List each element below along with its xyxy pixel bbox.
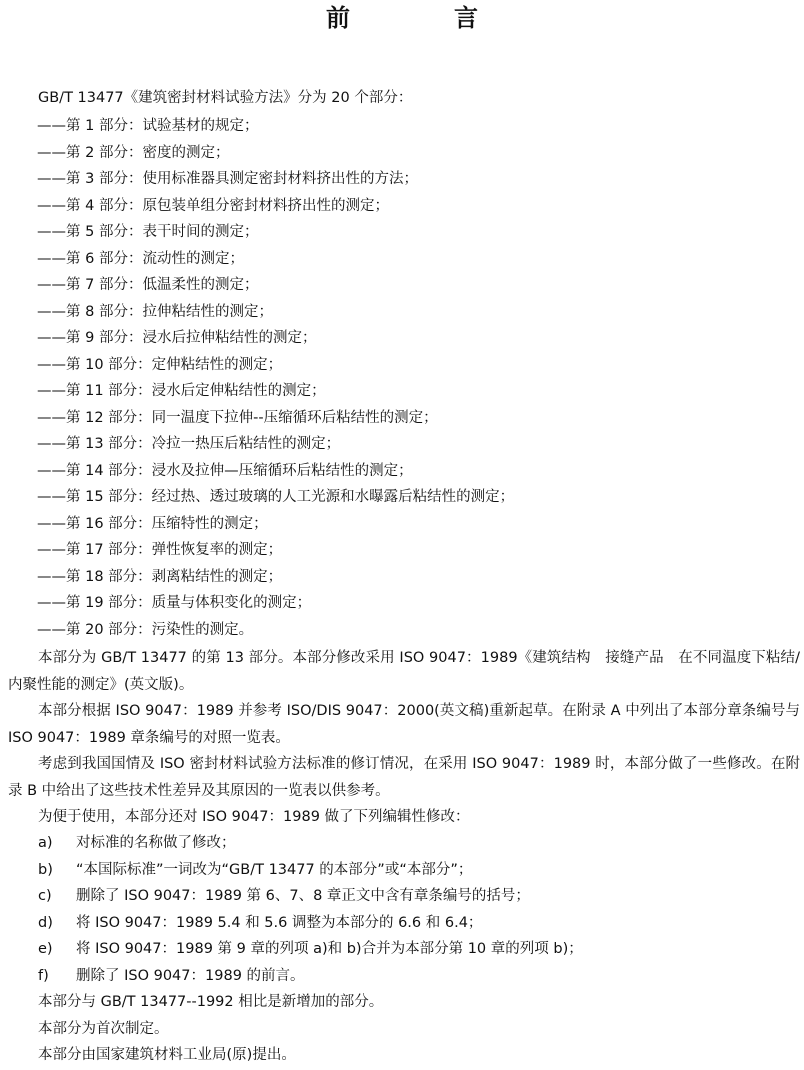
amendment-text: 删除了 ISO 9047：1989 第 6、7、8 章正文中含有章条编号的括号； (76, 888, 530, 904)
amendment-item (38, 857, 583, 884)
part-item: ——第 19 部分：质量与体积变化的测定； (37, 595, 312, 611)
part-item: ——第 9 部分：浸水后拉伸粘结性的测定； (37, 330, 317, 346)
amendment-marker: c) (38, 888, 52, 904)
amendment-item (38, 936, 583, 963)
intro-line: GB/T 13477《建筑密封材料试验方法》分为 20 个部分： (38, 90, 413, 106)
amendment-marker: e) (38, 941, 53, 957)
amendment-text: 对标准的名称做了修改； (76, 835, 236, 851)
modification-paragraph: 考虑到我国国情及 ISO 密封材料试验方法标准的修订情况，在采用 ISO 9047：1989 时，本部分做了一些修改。在附录 B 中给出了这些技术性差异及其原因的一览表以供参考。 (8, 756, 800, 799)
part-item: ——第 2 部分：密度的测定； (37, 144, 230, 161)
amendment-text: 删除了 ISO 9047：1989 的前言。 (76, 967, 305, 984)
editorial-intro-paragraph: 为便于使用，本部分还对 ISO 9047：1989 做了下列编辑性修改： (38, 809, 470, 825)
amendment-item (38, 883, 583, 910)
adoption-paragraph: 本部分为 GB/T 13477 的第 13 部分。本部分修改采用 ISO 9047：1989《建筑结构 接缝产品 在不同温度下粘结/内聚性能的测定》(英文版)。 (8, 650, 800, 693)
amendment-item (38, 830, 583, 857)
page-title: 前 言 (326, 4, 518, 32)
amendment-marker: d) (38, 914, 53, 931)
part-item: ——第 12 部分：同一温度下拉伸--压缩循环后粘结性的测定； (37, 409, 438, 426)
part-item: ——第 15 部分：经过热、透过玻璃的人工光源和水曝露后粘结性的测定； (37, 489, 515, 505)
part-item: ——第 18 部分：剥离粘结性的测定； (37, 568, 283, 585)
part-item: ——第 5 部分：表干时间的测定； (37, 224, 259, 240)
closing-line: 本部分与 GB/T 13477--1992 相比是新增加的部分。 (38, 994, 384, 1010)
part-item: ——第 4 部分：原包装单组分密封材料挤出性的测定； (37, 197, 389, 214)
part-item: ——第 7 部分：低温柔性的测定； (37, 277, 259, 293)
part-item: ——第 20 部分：污染性的测定。 (37, 621, 254, 638)
closing-line: 本部分由国家建筑材料工业局(原)提出。 (38, 1047, 296, 1063)
part-item: ——第 14 部分：浸水及拉伸—压缩循环后粘结性的测定； (37, 462, 413, 479)
part-item: ——第 10 部分：定伸粘结性的测定； (37, 356, 283, 373)
part-item: ——第 6 部分：流动性的测定； (37, 250, 244, 267)
amendment-text: 将 ISO 9047：1989 5.4 和 5.6 调整为本部分的 6.6 和 6.4； (76, 914, 483, 931)
part-item: ——第 1 部分：试验基材的规定； (37, 118, 259, 134)
part-item: ——第 16 部分：压缩特性的测定； (37, 515, 268, 532)
amendments-list (38, 830, 583, 989)
amendment-marker: f) (38, 967, 49, 984)
amendment-text: “本国际标准”一词改为“GB/T 13477 的本部分”或“本部分”； (76, 861, 473, 878)
parts-list (37, 117, 514, 647)
part-item: ——第 13 部分：冷拉一热压后粘结性的测定； (37, 436, 341, 452)
part-item: ——第 3 部分：使用标准器具测定密封材料挤出性的方法； (37, 171, 418, 187)
amendment-item (38, 963, 583, 990)
part-item: ——第 8 部分：拉伸粘结性的测定； (37, 303, 273, 320)
amendment-marker: a) (38, 835, 53, 851)
part-item: ——第 17 部分：弹性恢复率的测定； (37, 542, 283, 558)
closing-line: 本部分为首次制定。 (38, 1021, 169, 1037)
amendment-item (38, 910, 583, 937)
amendment-marker: b) (38, 861, 53, 878)
amendment-text: 将 ISO 9047：1989 第 9 章的列项 a)和 b)合并为本部分第 10 章的列项 b)； (76, 941, 583, 957)
part-item: ——第 11 部分：浸水后定伸粘结性的测定； (37, 383, 326, 399)
drafting-paragraph: 本部分根据 ISO 9047：1989 并参考 ISO/DIS 9047：2000(英文稿)重新起草。在附录 A 中列出了本部分章条编号与 ISO 9047：1989 章条编号的对照一览表。 (8, 703, 800, 746)
